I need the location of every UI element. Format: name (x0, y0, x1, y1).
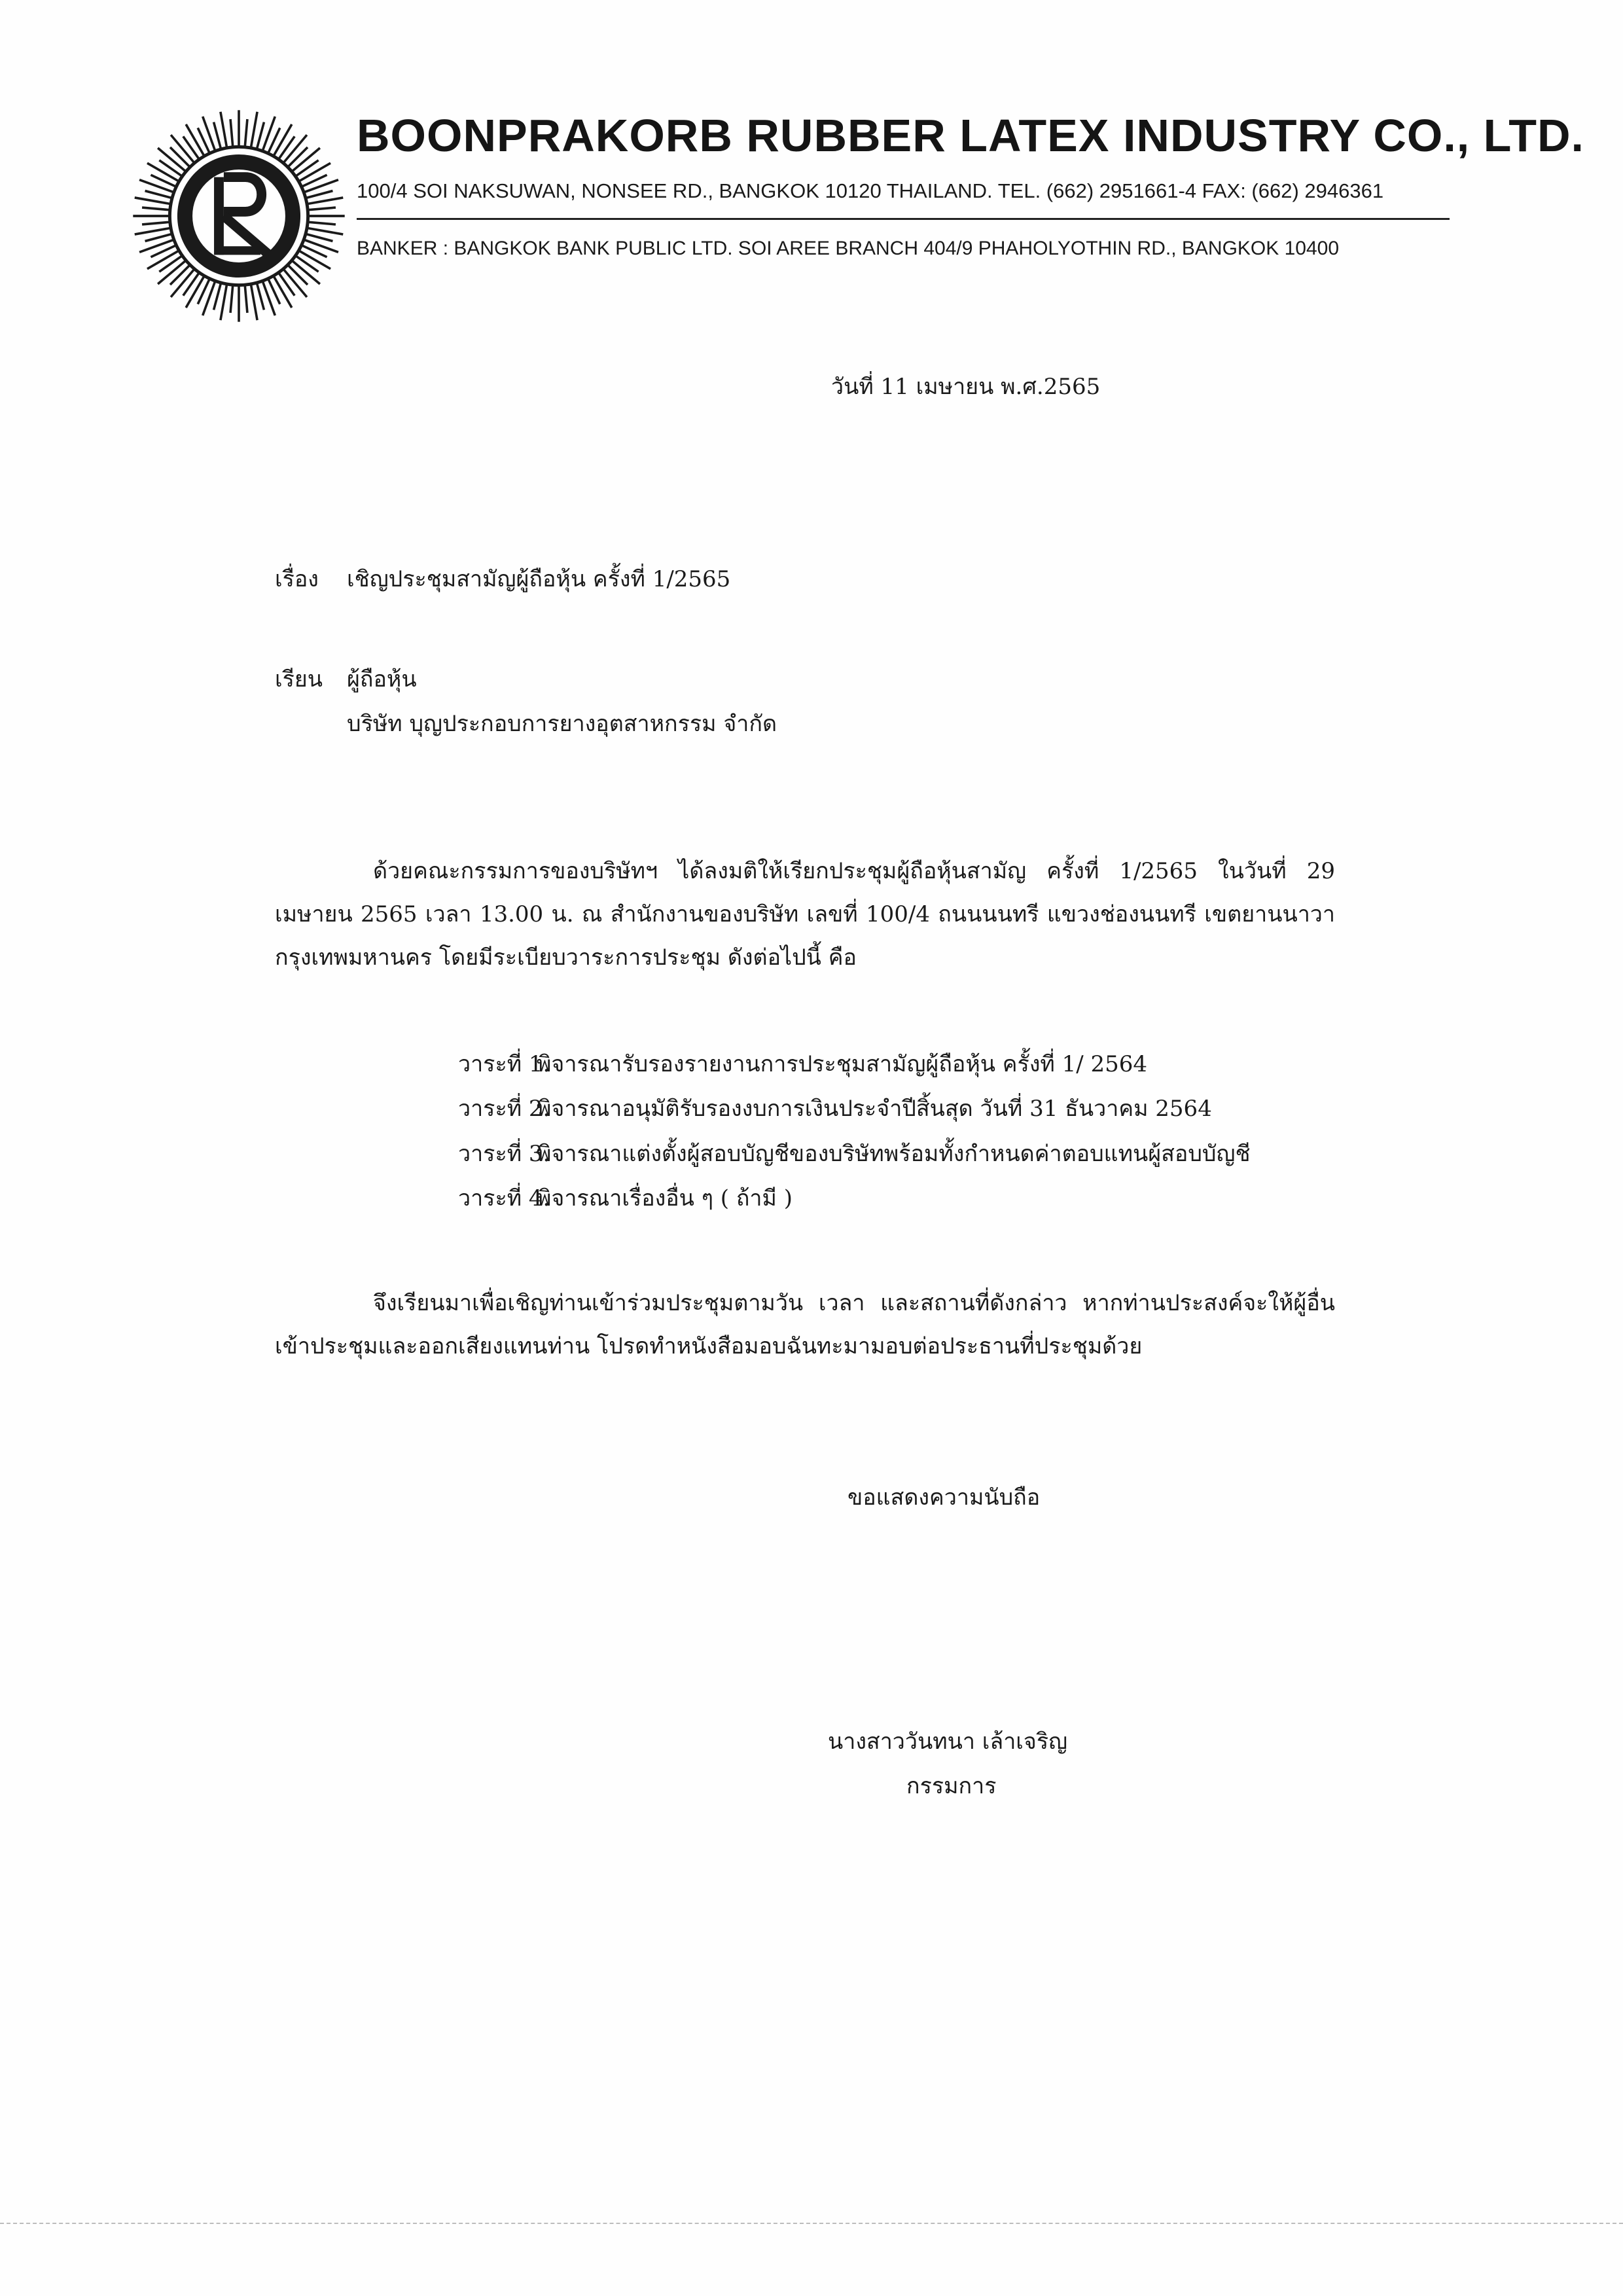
agenda-number: วาระที่ 3. (458, 1141, 550, 1167)
agenda-text: พิจารณารับรองรายงานการประชุมสามัญผู้ถือหุ้น ครั้งที่ 1/ 2564 (537, 1051, 1148, 1077)
recipient-label: เรียน (275, 666, 323, 692)
agenda-text: พิจารณาเรื่องอื่น ๆ ( ถ้ามี ) (537, 1185, 793, 1211)
br-monogram-seal-icon (131, 108, 347, 324)
body-intro-paragraph: ด้วยคณะกรรมการของบริษัทฯ ได้ลงมติให้เรียกประชุมผู้ถือหุ้นสามัญ ครั้งที่ 1/2565 ในวันที่ 29 เมษายน 2565 เวลา 13.00 น. ณ สำนักงานของบริษัท เลขที่ 100/4 ถนนนนทรี แขวงช่องนนทรี เขตยานนาวา กรุงเทพมหานคร โดยมีระเบียบวาระการประชุม ดังต่อไปนี้ คือ (275, 858, 1335, 971)
agenda-item (458, 1049, 1147, 1079)
agenda-item (458, 1139, 1251, 1169)
recipient-line-2: บริษัท บุญประกอบการยางอุตสาหกรรม จำกัด (347, 711, 777, 737)
complimentary-close: ขอแสดงความนับถือ (847, 1484, 1041, 1511)
signer-title: กรรมการ (906, 1773, 997, 1799)
agenda-number: วาระที่ 4. (458, 1185, 550, 1211)
subject-text: เชิญประชุมสามัญผู้ถือหุ้น ครั้งที่ 1/2565 (347, 566, 731, 592)
company-name: BOONPRAKORB RUBBER LATEX INDUSTRY CO., LTD. (357, 110, 1584, 161)
letterhead-divider (357, 218, 1450, 220)
agenda-number: วาระที่ 2. (458, 1096, 550, 1122)
agenda-number: วาระที่ 1. (458, 1051, 550, 1077)
letter-date: วันที่ 11 เมษายน พ.ศ.2565 (831, 374, 1101, 400)
recipient-line-1: ผู้ถือหุ้น (347, 666, 417, 692)
agenda-item (458, 1094, 1212, 1124)
agenda-item (458, 1183, 793, 1213)
company-address: 100/4 SOI NAKSUWAN, NONSEE RD., BANGKOK 10120 THAILAND. TEL. (662) 2951661-4 FAX: (662) 2946361 (357, 179, 1384, 202)
signer-name: นางสาววันทนา เล้าเจริญ (828, 1729, 1068, 1755)
subject-label: เรื่อง (275, 566, 319, 592)
body-closing-paragraph: จึงเรียนมาเพื่อเชิญท่านเข้าร่วมประชุมตามวัน เวลา และสถานที่ดังกล่าว หากท่านประสงค์จะให้ผู้อื่นเข้าประชุมและออกเสียงแทนท่าน โปรดทำหนังสือมอบฉันทะมามอบต่อประธานที่ประชุมด้วย (275, 1290, 1335, 1359)
agenda-text: พิจารณาแต่งตั้งผู้สอบบัญชีของบริษัทพร้อมทั้งกำหนดค่าตอบแทนผู้สอบบัญชี (537, 1141, 1251, 1167)
page-bottom-rule (0, 2223, 1623, 2224)
banker-line: BANKER : BANGKOK BANK PUBLIC LTD. SOI AREE BRANCH 404/9 PHAHOLYOTHIN RD., BANGKOK 10400 (357, 238, 1340, 259)
agenda-text: พิจารณาอนุมัติรับรองงบการเงินประจำปีสิ้นสุด วันที่ 31 ธันวาคม 2564 (537, 1096, 1212, 1122)
